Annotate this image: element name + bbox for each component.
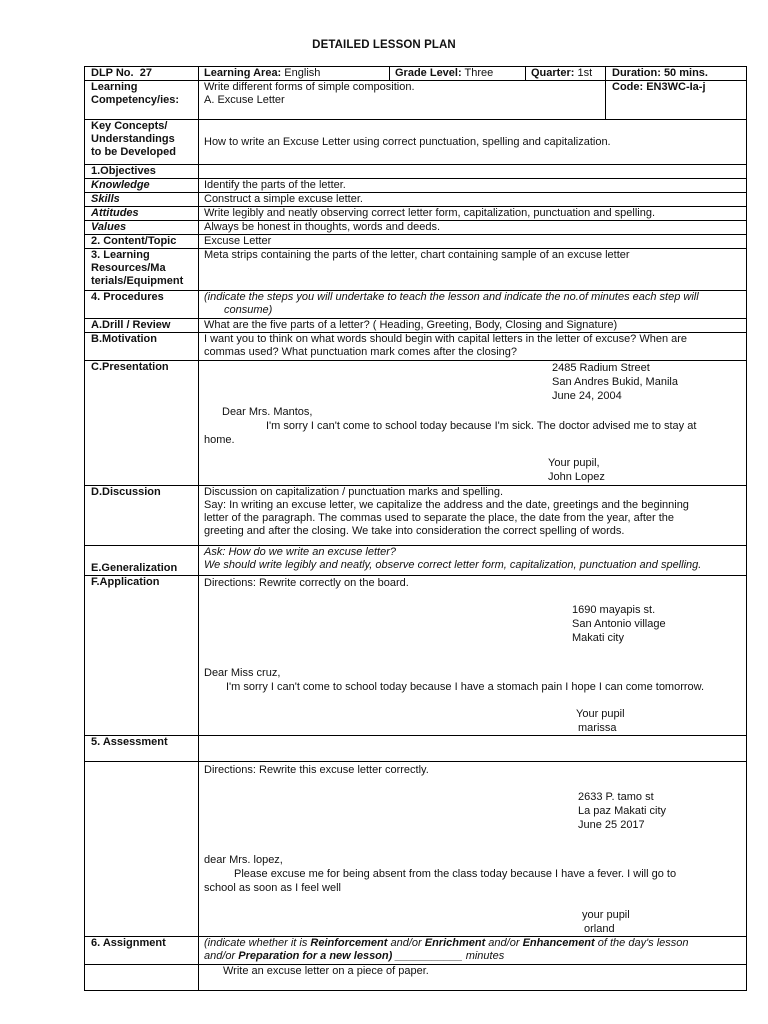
content-row (85, 235, 747, 249)
assessment-body-1: Please excuse me for being absent from the class today because I have a fever. I will go to (234, 868, 677, 880)
grade-level-label: Grade Level: (395, 67, 462, 79)
presentation-body-1: I'm sorry I can't come to school today because I'm sick. The doctor advised me to stay at (266, 420, 697, 432)
competency-code: Code: EN3WC-Ia-j (606, 81, 747, 120)
duration-cell: Duration: 50 mins. (606, 67, 747, 81)
presentation-address: 2485 Radium Street San Andres Bukid, Manila June 24, 2004 (552, 362, 678, 402)
lesson-plan-table (84, 66, 747, 991)
values-text: Always be honest in thoughts, words and deeds. (199, 221, 747, 235)
competency-row (85, 81, 747, 120)
application-directions: Directions: Rewrite correctly on the board. (204, 577, 409, 589)
learning-area-cell (199, 67, 390, 81)
motivation-label: B.Motivation (85, 333, 199, 361)
presentation-body-2: home. (204, 434, 235, 446)
knowledge-label: Knowledge (85, 179, 199, 193)
assessment-closing: your pupil orland (582, 909, 630, 935)
assessment-row (85, 736, 747, 762)
assignment-task-row (85, 965, 747, 991)
drill-label: A.Drill / Review (85, 319, 199, 333)
assignment-label: 6. Assignment (85, 937, 199, 965)
values-label: Values (85, 221, 199, 235)
dlp-label: DLP No. (91, 67, 134, 79)
application-address: 1690 mayapis st. San Antonio village Makati city (572, 604, 666, 644)
skills-row (85, 193, 747, 207)
presentation-letter (199, 361, 747, 486)
attitudes-text: Write legibly and neatly observing correct letter form, capitalization, punctuation and spelling. (199, 207, 747, 221)
assignment-instructions: (indicate whether it is Reinforcement and/or Enrichment and/or Enhancement of the day's lesson and/or Preparation for a new lesson) ___________ minutes (199, 937, 747, 965)
competency-text: Write different forms of simple composition. A. Excuse Letter (199, 81, 606, 120)
assignment-task: Write an excuse letter on a piece of paper. (199, 965, 747, 991)
assignment-row (85, 937, 747, 965)
assessment-label: 5. Assessment (85, 736, 199, 762)
procedures-label: 4. Procedures (85, 291, 199, 319)
discussion-text: Discussion on capitalization / punctuation marks and spelling. Say: In writing an excuse letter, we capitalize the address and the date, greetings and the beginning letter of the paragraph. The commas used to separate the place, the date from the year, after the greeting and after the closing. We take into consideration the correct spelling of words. (199, 486, 747, 546)
dlp-number-cell (85, 67, 199, 81)
procedures-row (85, 291, 747, 319)
discussion-row (85, 486, 747, 546)
content-label: 2. Content/Topic (85, 235, 199, 249)
application-letter (199, 576, 747, 736)
assessment-letter-row (85, 762, 747, 937)
application-closing: Your pupil marissa (576, 708, 625, 734)
header-row (85, 67, 747, 81)
generalization-row (85, 546, 747, 576)
application-greeting: Dear Miss cruz, (204, 667, 281, 679)
competency-label: Learning Competency/ies: (85, 81, 199, 120)
application-body: I'm sorry I can't come to school today because I have a stomach pain I hope I can come tomorrow. (226, 681, 705, 693)
presentation-row (85, 361, 747, 486)
knowledge-text: Identify the parts of the letter. (199, 179, 747, 193)
quarter-value: 1st (577, 67, 593, 79)
learning-area-label: Learning Area: (204, 67, 282, 79)
application-row (85, 576, 747, 736)
quarter-label: Quarter: (531, 67, 575, 79)
attitudes-label: Attitudes (85, 207, 199, 221)
assessment-address: 2633 P. tamo st La paz Makati city June 25 2017 (578, 791, 667, 831)
grade-level-cell (390, 67, 526, 81)
motivation-row (85, 333, 747, 361)
dlp-value: 27 (139, 67, 152, 79)
resources-label: 3. Learning Resources/Ma terials/Equipment (85, 249, 199, 291)
content-text: Excuse Letter (199, 235, 747, 249)
key-concepts-label: Key Concepts/ Understandings to be Developed (85, 120, 199, 165)
generalization-text: Ask: How do we write an excuse letter? We should write legibly and neatly, observe correct letter form, capitalization, punctuation and spelling. (199, 546, 747, 576)
grade-level-value: Three (464, 67, 494, 79)
key-concepts-text: How to write an Excuse Letter using correct punctuation, spelling and capitalization. (199, 120, 747, 165)
skills-label: Skills (85, 193, 199, 207)
assessment-directions: Directions: Rewrite this excuse letter correctly. (204, 764, 429, 776)
motivation-text: I want you to think on what words should begin with capital letters in the letter of excuse? When are commas used? What punctuation mark comes after the closing? (199, 333, 747, 361)
objectives-row (85, 165, 747, 179)
resources-text: Meta strips containing the parts of the letter, chart containing sample of an excuse letter (199, 249, 747, 291)
discussion-label: D.Discussion (85, 486, 199, 546)
quarter-cell (526, 67, 606, 81)
document-title: DETAILED LESSON PLAN (312, 39, 456, 51)
application-label: F.Application (85, 576, 199, 736)
drill-text: What are the five parts of a letter? ( Heading, Greeting, Body, Closing and Signature) (199, 319, 747, 333)
assessment-body-2: school as soon as I feel well (204, 882, 341, 894)
presentation-closing: Your pupil, John Lopez (548, 457, 605, 483)
key-concepts-row (85, 120, 747, 165)
procedures-text: (indicate the steps you will undertake to teach the lesson and indicate the no.of minutes each step will consume) (199, 291, 747, 319)
learning-area-value: English (284, 67, 321, 79)
generalization-label: E.Generalization (85, 546, 199, 576)
presentation-greeting: Dear Mrs. Mantos, (222, 406, 313, 418)
resources-row (85, 249, 747, 291)
drill-row (85, 319, 747, 333)
assessment-greeting: dear Mrs. lopez, (204, 854, 283, 866)
objectives-label: 1.Objectives (85, 165, 199, 179)
knowledge-row (85, 179, 747, 193)
assessment-letter (199, 762, 747, 937)
presentation-label: C.Presentation (85, 361, 199, 486)
values-row (85, 221, 747, 235)
skills-text: Construct a simple excuse letter. (199, 193, 747, 207)
attitudes-row (85, 207, 747, 221)
